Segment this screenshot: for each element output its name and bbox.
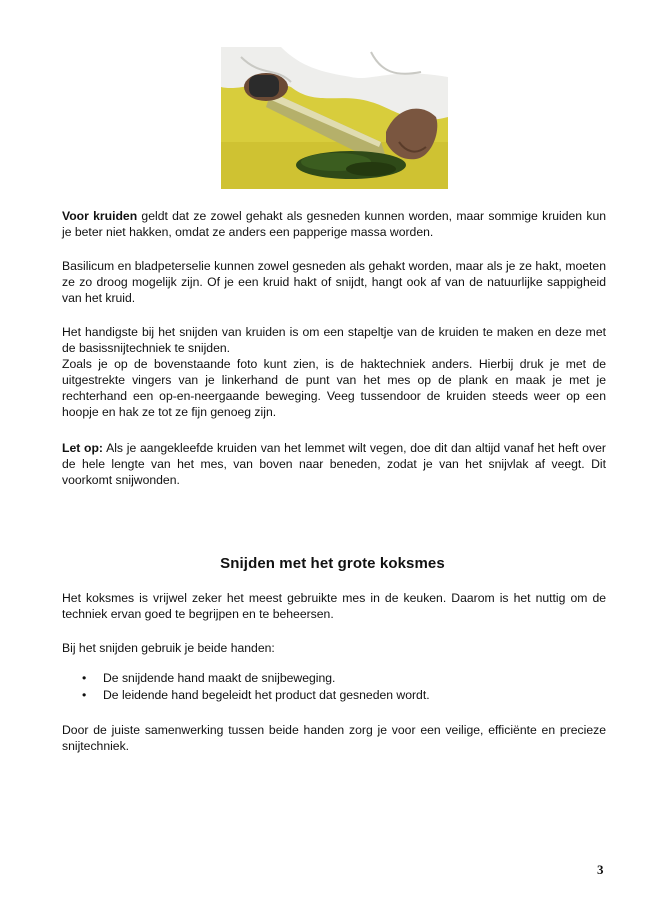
herb-chopping-photo [221, 47, 448, 189]
paragraph-kruiden [62, 208, 606, 240]
paragraph-samenwerking [62, 722, 606, 754]
samenwerking-text: Door de juiste samenwerking tussen beide handen zorg je voor een veilige, efficiënte en precieze snijtechniek. [62, 723, 606, 753]
koksmes-text: Het koksmes is vrijwel zeker het meest gebruikte mes in de keuken. Daarom is het nuttig om de techniek ervan goed te begrijpen en te beheersen. [62, 591, 606, 621]
section-heading: Snijden met het grote koksmes [220, 555, 445, 572]
paragraph-koksmes [62, 590, 606, 622]
list-item: • De snijdende hand maakt de snijbeweging. [82, 671, 336, 685]
paragraph-snijden-kruiden [62, 324, 606, 420]
let-op-text: Als je aangekleefde kruiden van het lemmet wilt vegen, doe dit dan altijd vanaf het heft over de hele lengte van het mes, van boven naar beneden, zodat je van het snijvlak af veegt. Dit voorkomt snijwonden. [62, 441, 606, 487]
basilicum-text: Basilicum en bladpeterselie kunnen zowel gesneden als gehakt worden, maar als je ze hakt, moeten ze zo droog mogelijk zijn. Of je een kruid hakt of snijdt, hangt ook af van de natuurlijke sappigheid van het kruid. [62, 259, 606, 305]
kruiden-text: geldt dat ze zowel gehakt als gesneden kunnen worden, maar sommige kruiden kun je beter niet hakken, omdat ze anders een papperige massa worden. [62, 209, 606, 239]
let-op-label: Let op: [62, 441, 103, 455]
page-number: 3 [597, 862, 604, 877]
bullet-icon: • [82, 671, 87, 685]
paragraph-let-op [62, 440, 606, 488]
list-item: • De leidende hand begeleidt het product dat gesneden wordt. [82, 688, 430, 702]
bullet-icon: • [82, 688, 87, 702]
paragraph-basilicum [62, 258, 606, 306]
kruiden-bold-label: Voor kruiden [62, 209, 138, 223]
haktechniek-text: Zoals je op de bovenstaande foto kunt zien, is de haktechniek anders. Hierbij druk je met de uitgestrekte vingers van je linkerhand de punt van het mes op de plank en maak je met je rechterhand een op-en-neergaande beweging. Veeg tussendoor de kruiden steeds weer op een hoopje en hak ze tot ze fijn genoeg zijn. [62, 357, 606, 419]
handen-text: Bij het snijden gebruik je beide handen: [62, 641, 275, 655]
stapeltje-text: Het handigste bij het snijden van kruiden is om een stapeltje van de kruiden te maken en deze met de basissnijtechniek te snijden. [62, 325, 606, 355]
bullet-list [80, 670, 430, 704]
paragraph-handen [62, 640, 606, 656]
